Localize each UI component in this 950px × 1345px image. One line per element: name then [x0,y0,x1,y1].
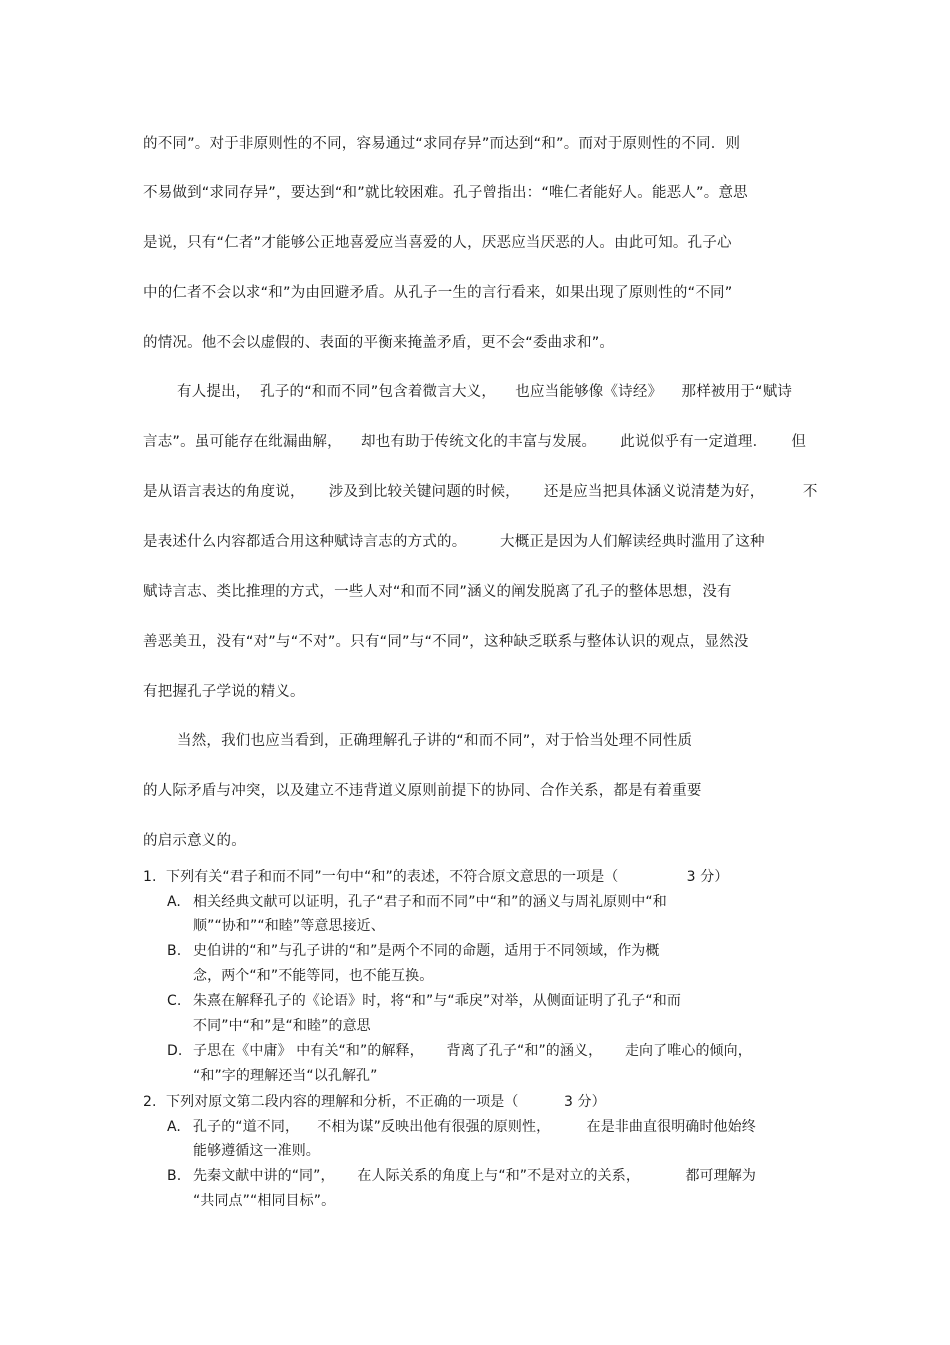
option-text-continued: “和”字的理解还当“以孔解孔” [193,1068,378,1084]
passage-line-3: 是说，只有“仁者”才能够公正地喜爱应当喜爱的人，厌恶应当厌恶的人。由此可知。孔子心 [143,235,732,251]
passage-line-7: 言志”。虽可能存在纰漏曲解， 却也有助于传统文化的丰富与发展。 此说似乎有一定道理． 但 [143,434,807,450]
question-1-number: 1. [143,869,157,885]
option-text: 子思在《中庸》 中有关“和”的解释， 背离了孔子“和”的涵义， 走向了唯心的倾向， [193,1043,752,1059]
passage-line-6: 有人提出， 孔子的“和而不同”包含着微言大义， 也应当能够像《诗经》 那样被用于“赋诗 [177,384,793,400]
option-text: 孔子的“道不同， 不相为谋”反映出他有很强的原则性， 在是非曲直很明确时他始终 [193,1119,756,1135]
option-letter: B. [167,1168,182,1184]
passage-line-15: 的启示意义的。 [143,833,246,849]
passage-line-9: 是表述什么内容都适合用这种赋诗言志的方式的。 大概正是因为人们解读经典时滥用了这种 [143,534,765,550]
question-1-stem: 下列有关“君子和而不同”一句中“和”的表述，不符合原文意思的一项是（ 3 分） [166,869,729,885]
option-text-continued: 顺”“协和”“和睦”等意思接近、 [193,918,385,934]
option-text: 相关经典文献可以证明，孔子“君子和而不同”中“和”的涵义与周礼原则中“和 [193,894,667,910]
question-2-number: 2. [143,1094,157,1110]
passage-line-4: 中的仁者不会以求“和”为由回避矛盾。从孔子一生的言行看来，如果出现了原则性的“不同” [143,285,733,301]
passage-line-5: 的情况。他不会以虚假的、表面的平衡来掩盖矛盾，更不会“委曲求和”。 [143,335,615,351]
option-letter: D. [167,1043,183,1059]
option-text: 先秦文献中讲的“同”， 在人际关系的角度上与“和”不是对立的关系， 都可理解为 [193,1168,756,1184]
passage-line-2: 不易做到“求同存异”，要达到“和”就比较困难。孔子曾指出：“唯仁者能好人。能恶人”。意思 [143,185,748,201]
question-2-stem: 下列对原文第二段内容的理解和分析，不正确的一项是（ 3 分） [166,1094,606,1110]
passage-line-14: 的人际矛盾与冲突，以及建立不违背道义原则前提下的协同、合作关系，都是有着重要 [143,783,702,799]
passage-line-13: 当然，我们也应当看到，正确理解孔子讲的“和而不同”，对于恰当处理不同性质 [177,733,693,749]
option-text: 史伯讲的“和”与孔子讲的“和”是两个不同的命题，适用于不同领域，作为概 [193,943,660,959]
option-text: 朱熹在解释孔子的《论语》时，将“和”与“乖戾”对举，从侧面证明了孔子“和而 [193,993,681,1009]
option-text-continued: 不同”中“和”是“和睦”的意思 [193,1018,371,1034]
option-letter: A. [167,1119,181,1135]
passage-line-8: 是从语言表达的角度说， 涉及到比较关键问题的时候， 还是应当把具体涵义说清楚为好， 不 [143,484,818,500]
option-text-continued: “共同点”“相同目标”。 [193,1193,336,1209]
option-letter: B. [167,943,182,959]
passage-line-12: 有把握孔子学说的精义。 [143,684,305,700]
option-letter: C. [167,993,182,1009]
passage-line-10: 赋诗言志、类比推理的方式，一些人对“和而不同”涵义的阐发脱离了孔子的整体思想，没有 [143,584,732,600]
passage-line-11: 善恶美丑，没有“对”与“不对”。只有“同”与“不同”，这种缺乏联系与整体认识的观点，显然没 [143,634,749,650]
option-text-continued: 能够遵循这一准则。 [193,1143,320,1159]
passage-line-1: 的不同”。对于非原则性的不同，容易通过“求同存异”而达到“和”。而对于原则性的不同．则 [143,136,741,152]
option-text-continued: 念，两个“和”不能等同，也不能互换。 [193,968,434,984]
option-letter: A. [167,894,181,910]
